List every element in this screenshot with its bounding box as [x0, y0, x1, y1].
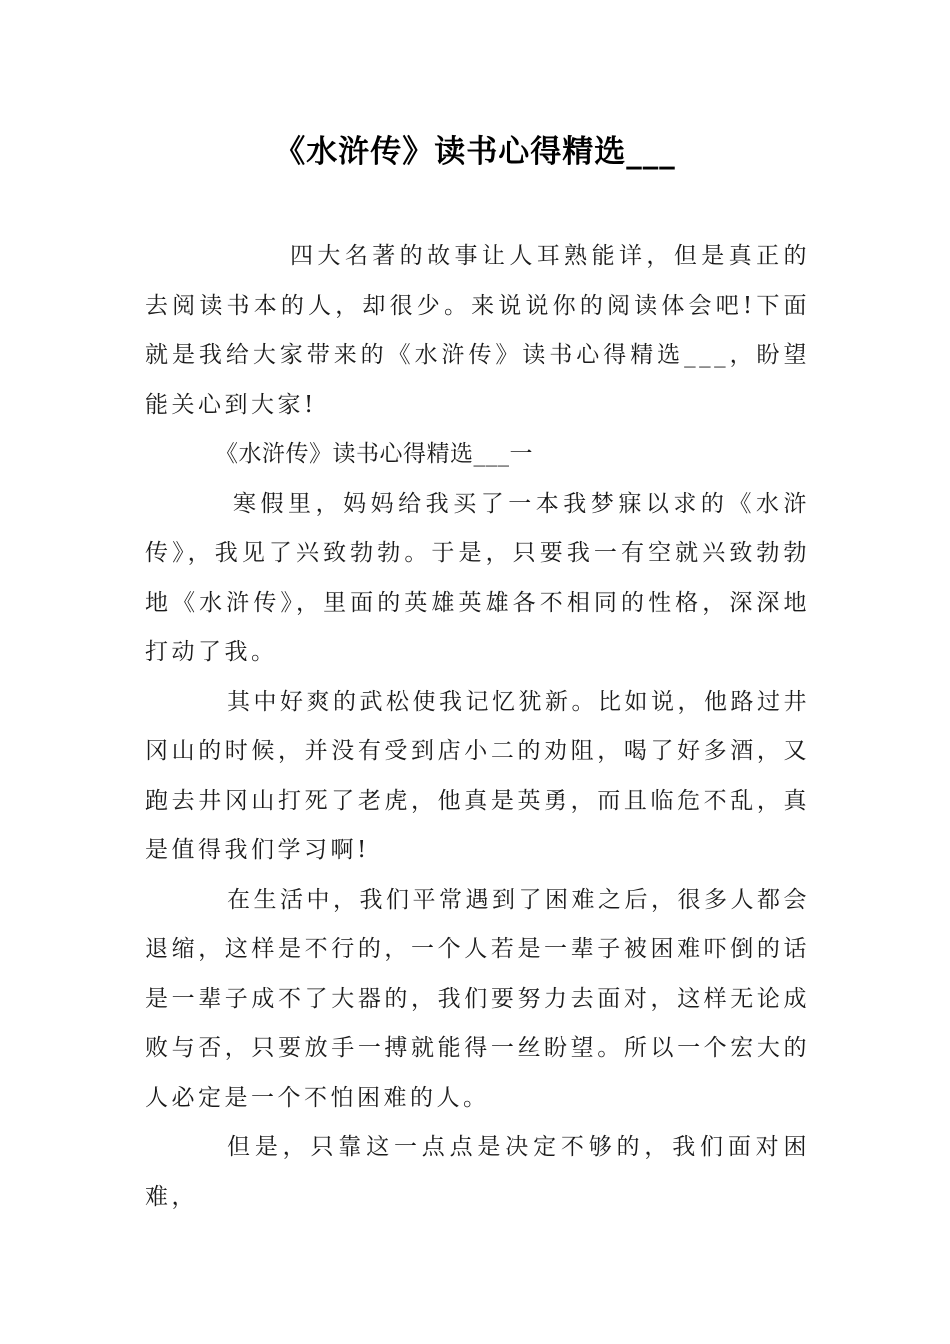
document-title: 《水浒传》读书心得精选___	[274, 134, 676, 170]
body-paragraph: 其中好爽的武松使我记忆犹新。比如说，他路过井冈山的时候，并没有受到店小二的劝阻，喝了好多酒，又跑去井冈山打死了老虎，他真是英勇，而且临危不乱，真是值得我们学习啊!	[145, 688, 810, 863]
body-paragraph: 寒假里，妈妈给我买了一本我梦寐以求的《水浒传》，我见了兴致勃勃。于是，只要我一有空就兴致勃勃地《水浒传》，里面的英雄英雄各不相同的性格，深深地打动了我。	[145, 490, 810, 665]
body-paragraph: 但是，只靠这一点点是决定不够的，我们面对困难，	[145, 1134, 810, 1210]
section-subtitle: 《水浒传》读书心得精选___一	[215, 441, 533, 467]
body-paragraph: 在生活中，我们平常遇到了困难之后，很多人都会退缩，这样是不行的，一个人若是一辈子被困难吓倒的话是一辈子成不了大器的，我们要努力去面对，这样无论成败与否，只要放手一搏就能得一丝盼望。所以一个宏大的人必定是一个不怕困难的人。	[145, 886, 810, 1111]
document-body	[145, 232, 810, 1222]
intro-paragraph: 四大名著的故事让人耳熟能详，但是真正的去阅读书本的人，却很少。来说说你的阅读体会吧!下面就是我给大家带来的《水浒传》读书心得精选___，盼望能关心到大家!	[145, 243, 810, 418]
